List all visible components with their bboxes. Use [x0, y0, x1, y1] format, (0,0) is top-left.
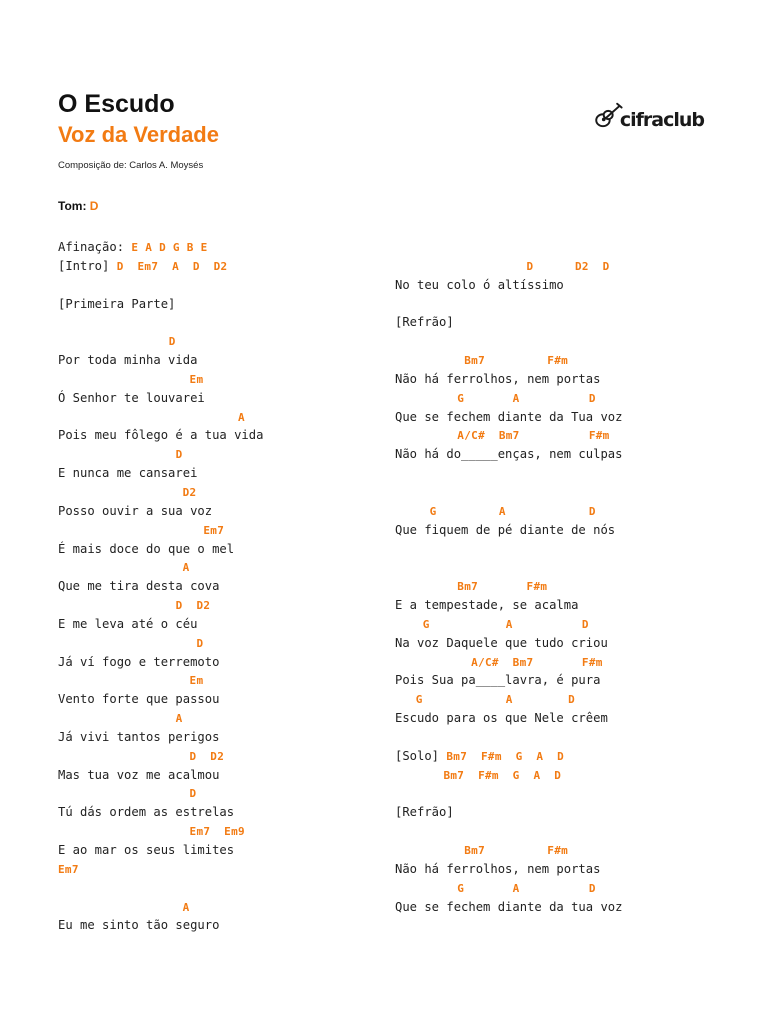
chord-line — [395, 426, 622, 445]
lyric-line: Já ví fogo e terremoto — [58, 654, 220, 669]
chord-line — [58, 558, 263, 577]
chord-line — [395, 766, 622, 785]
lyric-line: Por toda minha vida — [58, 353, 198, 368]
chord-line — [58, 521, 263, 540]
section-label: Afinação: — [58, 240, 125, 254]
chord-symbols[interactable]: Em7 — [58, 523, 225, 537]
blank-line — [58, 276, 263, 295]
blank-line — [395, 238, 622, 257]
section-label: [Intro] — [58, 258, 110, 273]
chord-symbols[interactable]: G A D — [395, 504, 596, 518]
chord-symbols[interactable]: G A D — [395, 881, 596, 895]
blank-line — [395, 464, 622, 483]
chord-symbols[interactable]: Bm7 F#m — [395, 354, 569, 368]
tuning-notes[interactable]: E A D G B E — [131, 241, 208, 254]
chord-symbols[interactable]: A — [58, 712, 183, 726]
chord-line — [395, 577, 622, 596]
chord-symbols[interactable]: Bm7 F#m G A D — [446, 749, 565, 763]
lyric-line: E ao mar os seus limites — [58, 843, 235, 857]
chord-symbols[interactable]: G A D — [395, 693, 575, 707]
section-chord-line — [58, 257, 263, 276]
tuning-line — [58, 238, 263, 257]
lyric-line: Não há ferrolhos, nem portas — [395, 371, 601, 386]
lyric-line: Já vivi tantos perigos — [58, 729, 220, 744]
lyric-line: Escudo para os que Nele crêem — [395, 711, 608, 726]
chord-symbols[interactable]: G A D — [395, 391, 596, 405]
logo-wordmark: cifraclub — [619, 109, 704, 131]
chord-symbols[interactable]: D D2 D — [395, 259, 610, 273]
chord-line — [58, 445, 263, 464]
chord-symbols[interactable]: D — [58, 636, 204, 650]
lyric-line: [Refrão] — [395, 805, 454, 820]
chord-symbols[interactable]: Bm7 F#m — [395, 844, 569, 857]
lyric-line: No teu colo ó altíssimo — [395, 277, 564, 292]
lyric-line: Posso ouvir a sua voz — [58, 503, 213, 518]
key-value[interactable]: D — [89, 199, 99, 213]
lyric-line: Eu me sinto tão seguro — [58, 918, 220, 933]
chord-symbols[interactable]: D — [58, 448, 183, 462]
chord-line — [395, 351, 622, 370]
chord-line — [58, 671, 263, 690]
song-title: O Escudo — [58, 90, 175, 118]
chord-line — [58, 370, 263, 389]
chord-symbols[interactable]: Bm7 F#m — [395, 580, 548, 594]
chord-sheet-right-column — [395, 238, 622, 916]
chord-line — [58, 822, 263, 841]
chord-symbols[interactable]: Em — [58, 372, 204, 386]
chord-line — [58, 898, 263, 917]
lyric-line: Mas tua voz me acalmou — [58, 767, 220, 782]
lyric-line: Que se fechem diante da tua voz — [395, 899, 623, 914]
chord-line — [58, 860, 263, 879]
chord-symbols[interactable]: D D2 — [58, 599, 211, 613]
chord-line — [58, 747, 263, 766]
blank-line — [395, 784, 622, 803]
chord-line — [395, 879, 622, 898]
chord-line — [395, 502, 622, 521]
chord-symbols[interactable]: D Em7 A D D2 — [116, 259, 228, 273]
lyric-line: Pois Sua pa____lavra, é pura — [395, 673, 601, 688]
chord-symbols[interactable]: D D2 — [58, 749, 225, 763]
lyric-line: E nunca me cansarei — [58, 466, 198, 481]
section-label: [Solo] — [395, 748, 440, 763]
chord-symbols[interactable]: D2 — [58, 485, 197, 499]
chord-line — [58, 408, 263, 427]
chord-line — [395, 841, 622, 860]
lyric-line: [Primeira Parte] — [58, 296, 176, 311]
chord-symbols[interactable]: G A D — [395, 617, 589, 631]
chord-line — [58, 784, 263, 803]
lyric-line: Ó Senhor te louvarei — [58, 390, 205, 405]
blank-line — [395, 558, 622, 577]
lyric-line: Que me tira desta cova — [58, 579, 220, 594]
chord-symbols[interactable]: D — [58, 787, 197, 801]
composer-credit: Composição de: Carlos A. Moysés — [58, 160, 204, 171]
blank-line — [395, 540, 622, 559]
blank-line — [395, 295, 622, 314]
chord-line — [58, 709, 263, 728]
lyric-line: Não há ferrolhos, nem portas — [395, 861, 601, 876]
chord-line — [58, 634, 263, 653]
chord-sheet-left-column — [58, 238, 263, 935]
blank-line — [58, 879, 263, 898]
chord-symbols[interactable]: A/C# Bm7 F#m — [395, 429, 610, 443]
chord-line — [395, 615, 622, 634]
artist-link[interactable]: Voz da Verdade — [58, 122, 219, 147]
chord-line — [395, 690, 622, 709]
chord-symbols[interactable]: A/C# Bm7 F#m — [395, 655, 603, 669]
song-key — [58, 199, 98, 213]
chord-symbols[interactable]: A — [58, 410, 245, 424]
key-label: Tom: — [58, 199, 87, 213]
chord-line — [395, 389, 622, 408]
chord-symbols[interactable]: Bm7 F#m G A D — [395, 768, 562, 782]
section-chord-line — [395, 747, 622, 766]
chord-line — [395, 257, 622, 276]
chord-line — [395, 653, 622, 672]
chord-symbols[interactable]: Em7 Em9 — [58, 825, 245, 839]
lyric-line: Pois meu fôlego é a tua vida — [58, 428, 264, 443]
lyric-line: Tú dás ordem as estrelas — [58, 805, 235, 820]
chord-symbols[interactable]: D — [58, 335, 176, 349]
lyric-line: E a tempestade, se acalma — [395, 598, 579, 613]
blank-line — [395, 332, 622, 351]
blank-line — [395, 483, 622, 502]
lyric-line: Vento forte que passou — [58, 692, 220, 707]
chord-line — [58, 332, 263, 351]
chord-symbols[interactable]: Em7 — [58, 862, 79, 876]
blank-line — [58, 313, 263, 332]
cifraclub-logo[interactable] — [594, 92, 704, 138]
lyric-line: Na voz Daquele que tudo criou — [395, 635, 608, 650]
lyric-line: [Refrão] — [395, 315, 454, 330]
blank-line — [395, 822, 622, 841]
chord-line — [58, 596, 263, 615]
chord-symbols[interactable]: A — [58, 561, 190, 575]
lyric-line: E me leva até o céu — [58, 616, 198, 631]
lyric-line: Que fiquem de pé diante de nós — [395, 522, 616, 537]
chord-symbols[interactable]: Em — [58, 674, 204, 688]
chord-line — [58, 483, 263, 502]
chord-symbols[interactable]: A — [58, 900, 190, 914]
lyric-line: Que se fechem diante da Tua voz — [395, 409, 623, 424]
lyric-line: É mais doce do que o mel — [58, 541, 235, 556]
blank-line — [395, 728, 622, 747]
lyric-line: Não há do_____enças, nem culpas — [395, 447, 623, 462]
